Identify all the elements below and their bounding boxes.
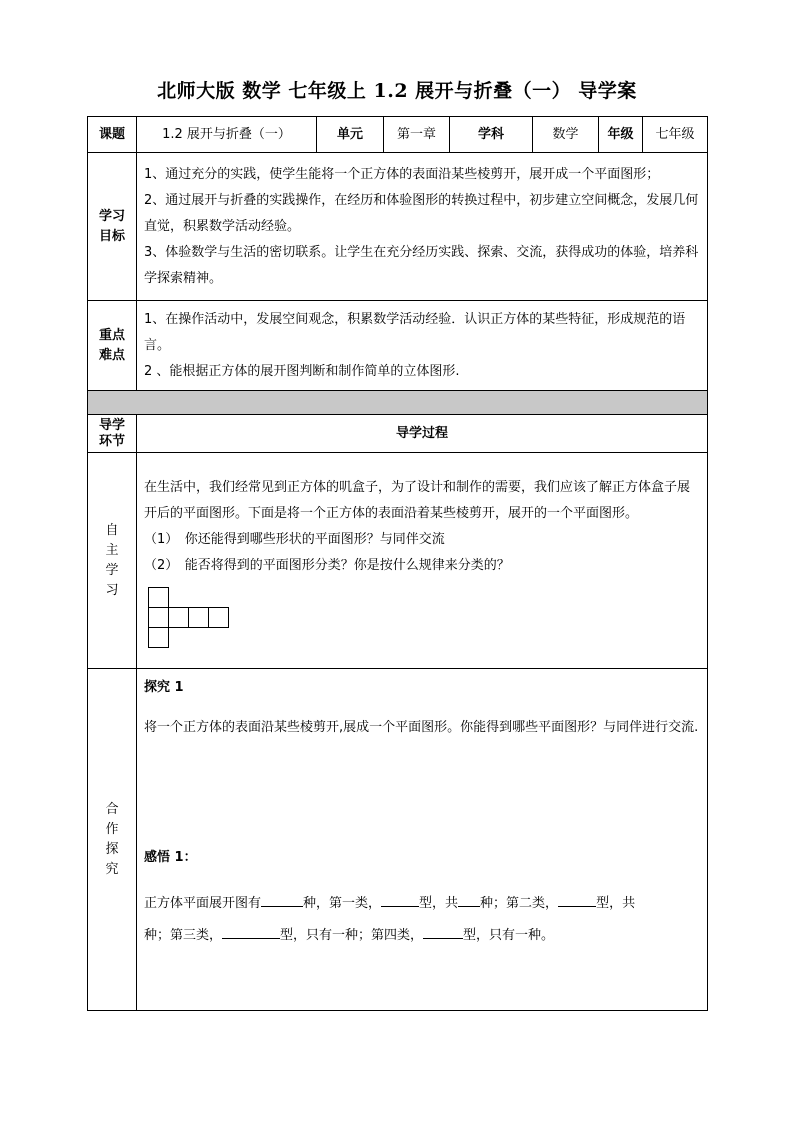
- insight-line-1: 正方体平面展开图有 种，第一类， 型，共 种；第二类， 型，共: [144, 896, 636, 911]
- fill-blank[interactable]: [423, 938, 463, 939]
- grade-value: 七年级: [643, 117, 708, 153]
- insight-title: 感悟 1：: [144, 850, 197, 865]
- net-square: [188, 607, 209, 628]
- cooperative-content: [137, 669, 708, 1011]
- page-title: 北师大版 数学 七年级上 1.2 展开与折叠（一） 导学案: [157, 80, 637, 102]
- info-row: [88, 117, 708, 153]
- self-study-question-1: （1） 你还能得到哪些形状的平面图形？与同伴交流: [144, 532, 445, 547]
- explore-title: 探究 1: [144, 680, 184, 695]
- process-header-row: [88, 415, 708, 453]
- subject-label: 学科: [450, 117, 533, 153]
- study-guide-table: [87, 116, 708, 1011]
- key-points-row: [88, 301, 708, 391]
- unit-value: 第一章: [384, 117, 450, 153]
- fill-blank[interactable]: [458, 906, 480, 907]
- objectives-label: 学习 目标: [88, 153, 137, 301]
- key-point-item: 1、在操作活动中，发展空间观念，积累数学活动经验．认识正方体的某些特征，形成规范的语言。: [144, 311, 686, 353]
- objective-item: 1、通过充分的实践，使学生能将一个正方体的表面沿某些棱剪开，展开成一个平面图形；: [144, 166, 660, 182]
- unit-label: 单元: [317, 117, 384, 153]
- objective-item: 2、通过展开与折叠的实践操作，在经历和体验图形的转换过程中，初步建立空间概念，发展几何直觉，积累数学活动经验。: [144, 192, 699, 234]
- objectives-row: [88, 153, 708, 301]
- net-square: [168, 607, 189, 628]
- fill-blank[interactable]: [558, 906, 596, 907]
- self-study-label: 自 主 学 习: [88, 453, 137, 669]
- grade-label: 年级: [599, 117, 643, 153]
- fill-blank[interactable]: [222, 938, 280, 939]
- net-square: [148, 587, 169, 608]
- cooperative-label: 合 作 探 究: [88, 669, 137, 1011]
- self-study-row: [88, 453, 708, 669]
- process-title: 导学过程: [137, 415, 708, 453]
- key-points-label: 重点 难点: [88, 301, 137, 391]
- self-study-content: [137, 453, 708, 669]
- fill-blank[interactable]: [381, 906, 419, 907]
- cube-net-figure: [148, 587, 238, 651]
- net-square: [148, 627, 169, 648]
- divider-row: [88, 391, 708, 415]
- explore-text: 将一个正方体的表面沿某些棱剪开,展成一个平面图形。你能得到哪些平面图形？与同伴进行交流.: [144, 720, 699, 735]
- fill-blank[interactable]: [261, 906, 303, 907]
- subject-value: 数学: [533, 117, 599, 153]
- self-study-question-2: （2） 能否将得到的平面图形分类？你是按什么规律来分类的？: [144, 558, 510, 573]
- cooperative-row: [88, 669, 708, 1011]
- net-square: [208, 607, 229, 628]
- process-stage-label: 导学 环节: [88, 415, 137, 453]
- lesson-label: 课题: [88, 117, 137, 153]
- objectives-content: [137, 153, 708, 301]
- net-square: [148, 607, 169, 628]
- objective-item: 3、体验数学与生活的密切联系。让学生在充分经历实践、探索、交流，获得成功的体验，培养科学探索精神。: [144, 244, 699, 286]
- key-point-item: 2 、能根据正方体的展开图判断和制作简单的立体图形.: [144, 363, 460, 379]
- key-points-content: [137, 301, 708, 391]
- self-study-intro: 在生活中，我们经常见到正方体的叽盒子，为了设计和制作的需要，我们应该了解正方体盒子展开后的平面图形。下面是将一个正方体的表面沿着某些棱剪开，展开的一个平面图形。: [144, 480, 691, 521]
- insight-line-2: 种；第三类， 型，只有一种；第四类， 型，只有一种。: [144, 928, 555, 943]
- lesson-value: 1.2 展开与折叠（一）: [137, 117, 317, 153]
